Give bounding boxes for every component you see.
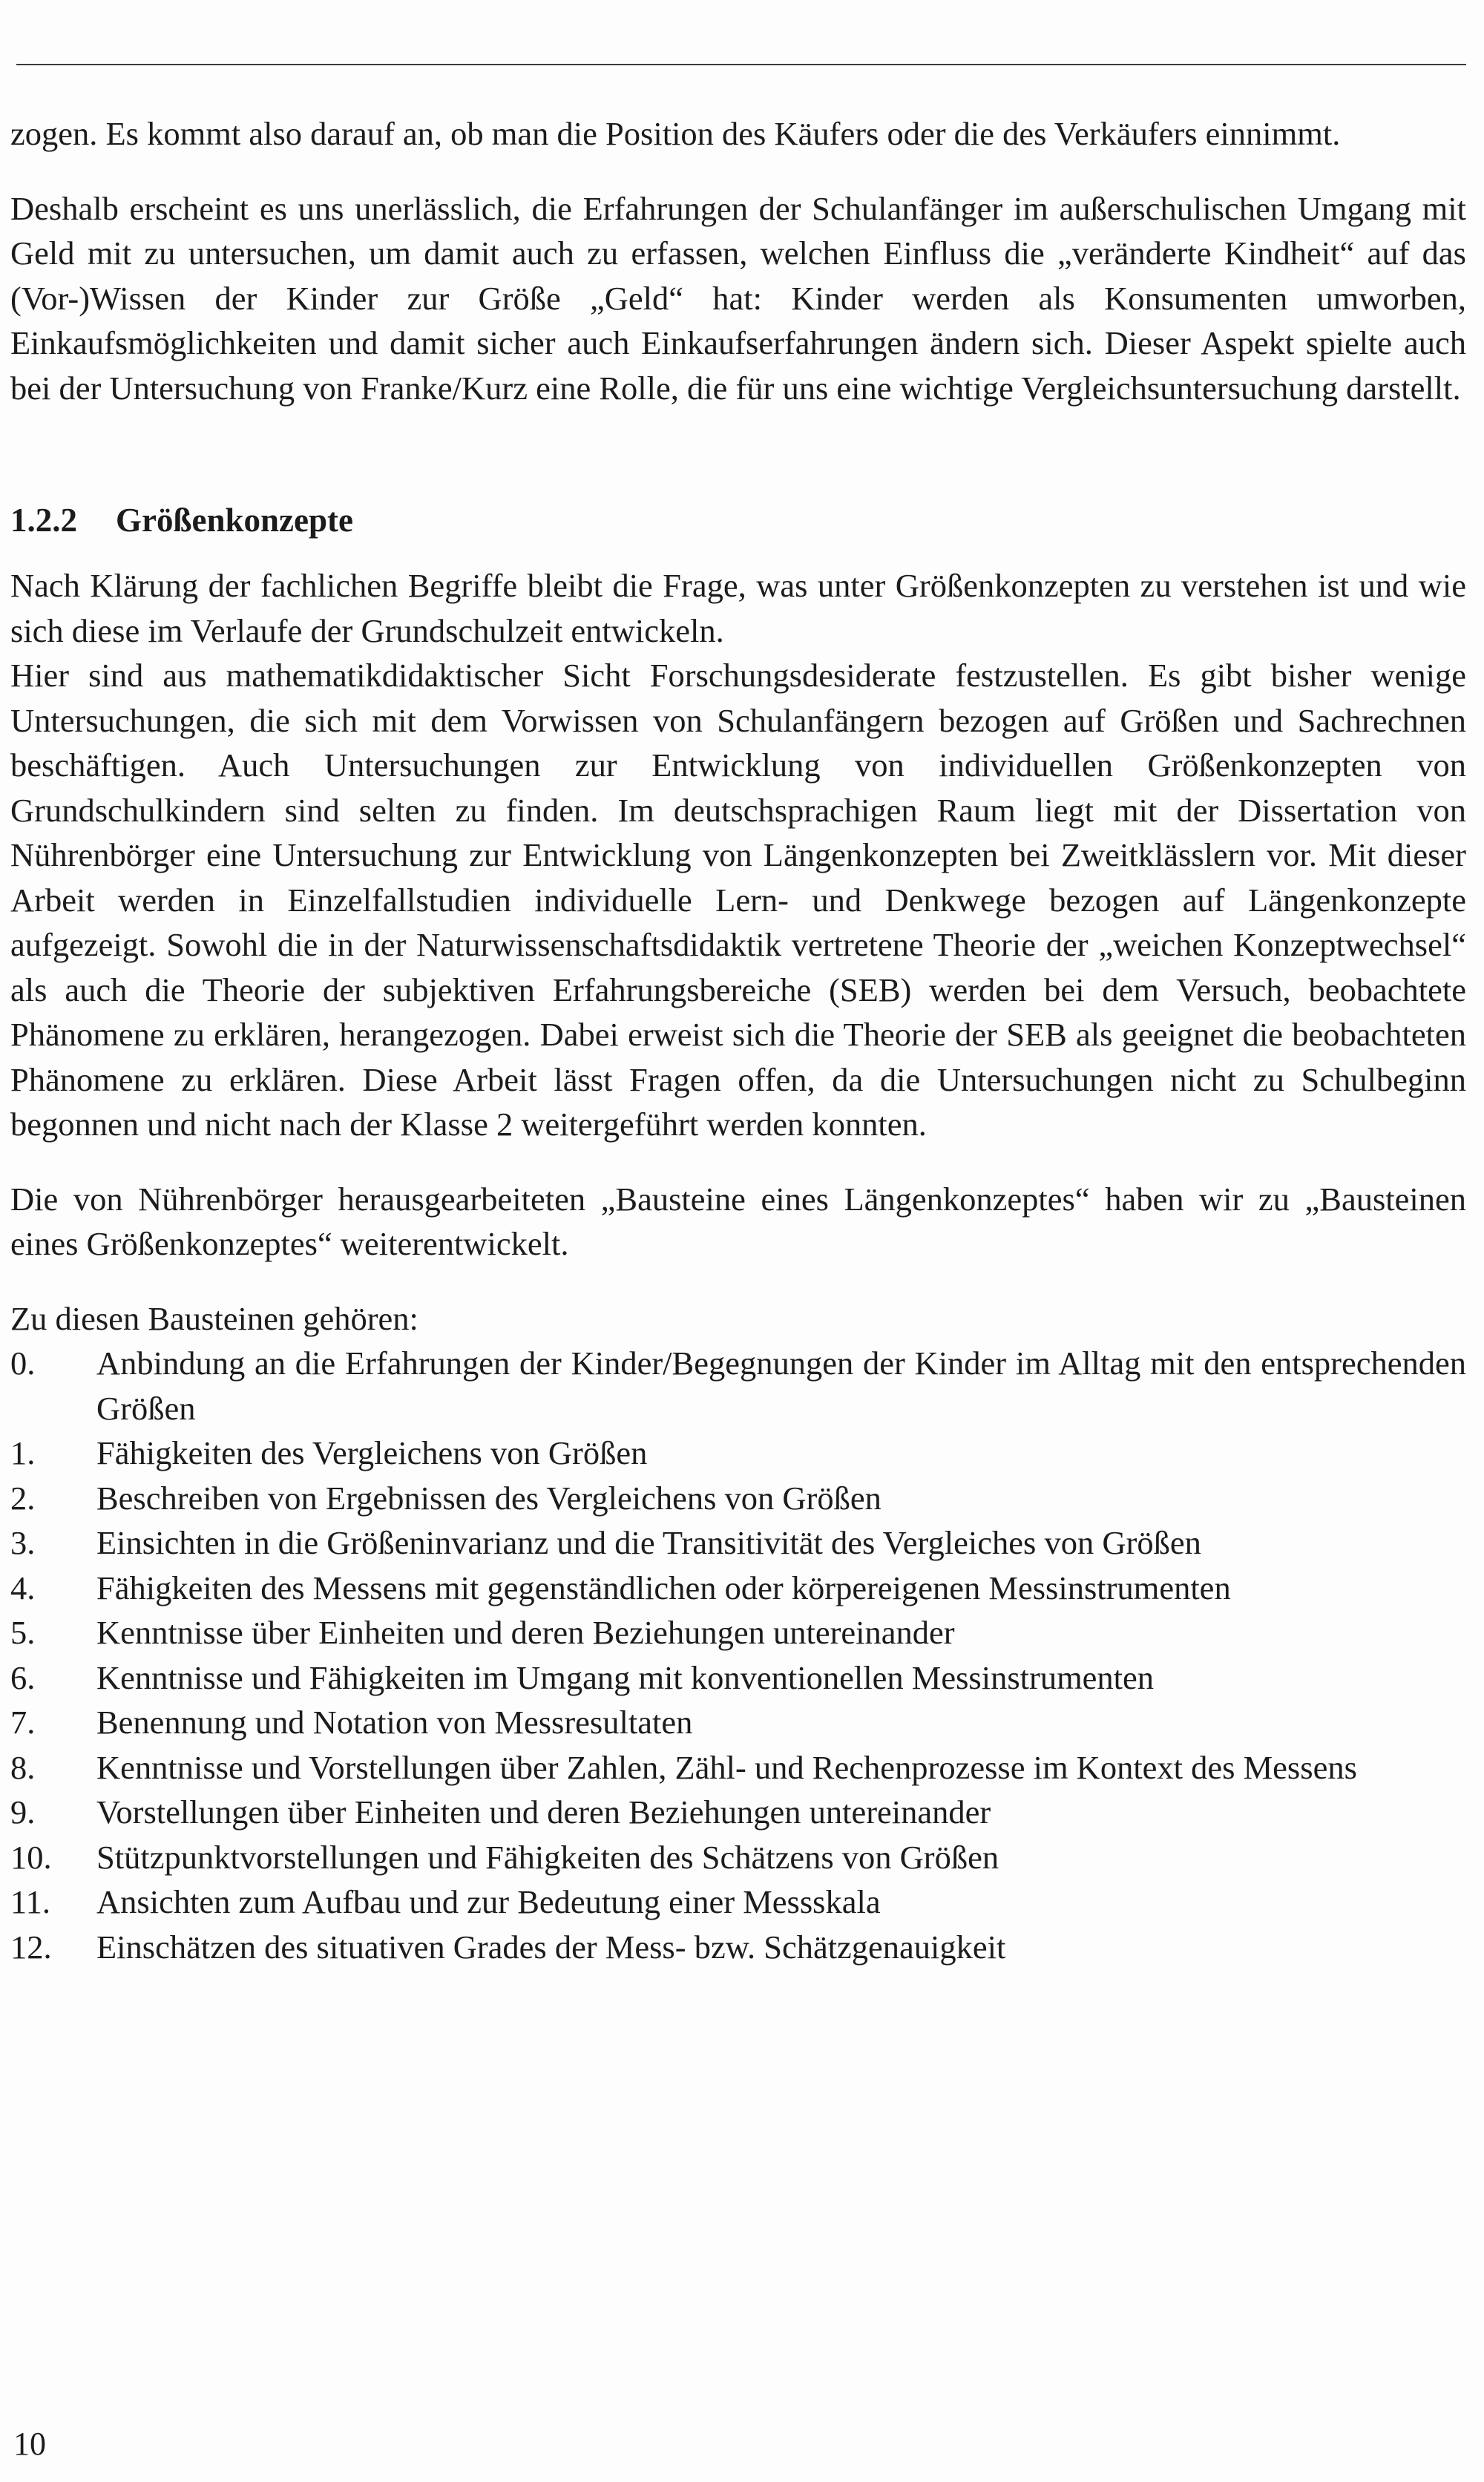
list-item-number: 1. [10, 1434, 36, 1471]
list-item [10, 1520, 1466, 1566]
list-item-number: 8. [10, 1748, 36, 1786]
list-item-number: 9. [10, 1793, 36, 1831]
list-item [10, 1341, 1466, 1431]
list-item-number: 2. [10, 1479, 36, 1517]
list-item-number: 3. [10, 1524, 36, 1561]
list-item-number: 7. [10, 1704, 36, 1741]
list-item-text: Kenntnisse über Einheiten und deren Beziehungen untereinander [96, 1614, 955, 1651]
list-item-text: Fähigkeiten des Messens mit gegenständlichen oder körpereigenen Messinstrumenten [96, 1569, 1231, 1606]
list-item [10, 1790, 1466, 1835]
paragraph-klaerung: Nach Klärung der fachlichen Begriffe bleibt die Frage, was unter Größenkonzepten zu verstehen ist und wie sich diese im Verlaufe der Grundschulzeit entwickeln. [10, 567, 1466, 649]
list-item [10, 1700, 1466, 1745]
list-item-text: Kenntnisse und Fähigkeiten im Umgang mit konventionellen Messinstrumenten [96, 1658, 1155, 1696]
list-item-text: Stützpunktvorstellungen und Fähigkeiten des Schätzens von Größen [96, 1838, 999, 1876]
list-item-text: Vorstellungen über Einheiten und deren Beziehungen untereinander [96, 1793, 991, 1831]
list-item [10, 1925, 1466, 1970]
section-title: Größenkonzepte [116, 502, 353, 539]
list-item-number: 12. [10, 1928, 52, 1966]
list-item-number: 5. [10, 1614, 36, 1651]
list-item [10, 1655, 1466, 1701]
list-item [10, 1745, 1466, 1790]
list-item-number: 6. [10, 1658, 36, 1696]
page-number: 10 [13, 2426, 46, 2462]
list-item-text: Fähigkeiten des Vergleichens von Größen [96, 1434, 648, 1471]
section-number: 1.2.2 [10, 502, 77, 539]
list-item [10, 1610, 1466, 1655]
page-content [10, 111, 1466, 1969]
list-item-text: Einschätzen des situativen Grades der Mess- bzw. Schätzgenauigkeit [96, 1928, 1006, 1966]
list-item [10, 1566, 1466, 1611]
list-item [10, 1476, 1466, 1521]
bausteine-list [10, 1341, 1466, 1969]
list-item [10, 1835, 1466, 1880]
paragraph-geld-erfahrungen: Deshalb erscheint es uns unerlässlich, die Erfahrungen der Schulanfänger im außerschulischen Umgang mit Geld mit zu untersuchen, um damit auch zu erfassen, welchen Einfluss die „veränderte Kindheit“ auf das (Vor-)Wissen der Kinder zur Größe „Geld“ hat: Kinder werden als Konsumenten umworben, Einkaufsmöglichkeiten und damit sicher auch Einkaufserfahrungen ändern sich. Dieser Aspekt spielte auch bei der Untersuchung von Franke/Kurz eine Rolle, die für uns eine wichtige Vergleichsuntersuchung darstellt. [10, 189, 1466, 407]
list-item-text: Kenntnisse und Vorstellungen über Zahlen, Zähl- und Rechenprozesse im Kontext des Messens [96, 1748, 1357, 1786]
list-item-number: 10. [10, 1838, 52, 1876]
header-rule [16, 64, 1466, 65]
section-heading [10, 498, 1466, 542]
list-item-text: Ansichten zum Aufbau und zur Bedeutung einer Messskala [96, 1883, 881, 1920]
list-item-text: Beschreiben von Ergebnissen des Vergleichens von Größen [96, 1479, 881, 1517]
paragraph-bausteine-intro: Die von Nührenbörger herausgearbeiteten „Bausteine eines Längenkonzeptes“ haben wir zu „Bausteinen eines Größenkonzeptes“ weiterentwickelt. [10, 1180, 1466, 1262]
list-item-text: Anbindung an die Erfahrungen der Kinder/Begegnungen der Kinder im Alltag mit den entsprechenden Größen [96, 1345, 1466, 1427]
list-item-number: 0. [10, 1345, 36, 1382]
list-item [10, 1879, 1466, 1925]
paragraph-forschungsdesiderate: Hier sind aus mathematikdidaktischer Sicht Forschungsdesiderate festzustellen. Es gibt bisher wenige Untersuchungen, die sich mit dem Vorwissen von Schulanfängern bezogen auf Größen und Sachrechnen beschäftigen. Auch Untersuchungen zur Entwicklung von individuellen Größenkonzepten von Grundschulkindern sind selten zu finden. Im deutschsprachigen Raum liegt mit der Dissertation von Nührenbörger eine Untersuchung zur Entwicklung von Längenkonzepten bei Zweitklässlern vor. Mit dieser Arbeit werden in Einzelfallstudien individuelle Lern- und Denkwege bezogen auf Längenkonzepte aufgezeigt. Sowohl die in der Naturwissenschaftsdidaktik vertretene Theorie der „weichen Konzeptwechsel“ als auch die Theorie der subjektiven Erfahrungsbereiche (SEB) werden bei dem Versuch, beobachtete Phänomene zu erklären, herangezogen. Dabei erweist sich die Theorie der SEB als geeignet die beobachteten Phänomene zu erklären. Diese Arbeit lässt Fragen offen, da die Untersuchungen nicht zu Schulbeginn begonnen und nicht nach der Klasse 2 weitergeführt werden konnten. [10, 657, 1466, 1143]
paragraph-continuation: zogen. Es kommt also darauf an, ob man die Position des Käufers oder die des Verkäufers einnimmt. [10, 115, 1341, 152]
list-item-number: 11. [10, 1883, 50, 1920]
list-intro: Zu diesen Bausteinen gehören: [10, 1299, 418, 1337]
list-item-text: Benennung und Notation von Messresultaten [96, 1704, 693, 1741]
list-item-text: Einsichten in die Größeninvarianz und die Transitivität des Vergleiches von Größen [96, 1524, 1201, 1561]
list-item [10, 1431, 1466, 1476]
list-item-number: 4. [10, 1569, 36, 1606]
